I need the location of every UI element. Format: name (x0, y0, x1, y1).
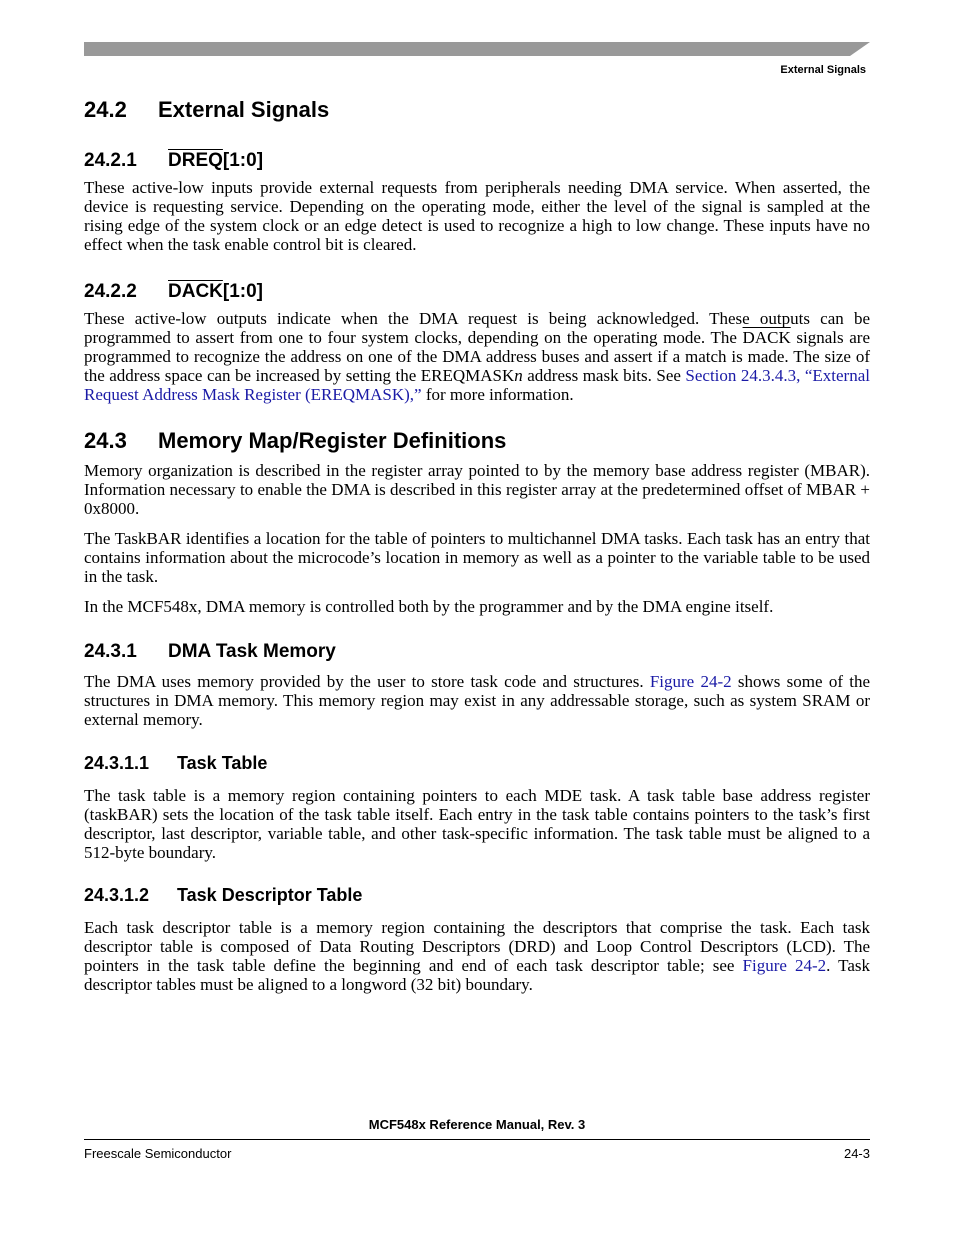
signal-range: [1:0] (222, 150, 264, 171)
text-run: . Task descriptor tables must be aligned to a longword (32 bit) boundary. (84, 956, 870, 994)
paragraph-memory-organization: Memory organization is described in the register array pointed to by the memory base address register (MBAR). Information necessary to enable the DMA is described in this register array at the predetermined offset of MBAR + 0x8000. (84, 461, 870, 518)
figure-link[interactable]: Figure 24-2 (742, 956, 827, 975)
signal-range: [1:0] (222, 281, 264, 302)
italic-n: n (514, 366, 523, 385)
footer-page-number: 24-3 (843, 1146, 870, 1161)
footer-divider (84, 1139, 870, 1140)
signal-name-overbar: DACK (168, 281, 223, 302)
paragraph-task-descriptor-table (84, 918, 870, 994)
paragraph-taskbar: The TaskBAR identifies a location for the table of pointers to multichannel DMA tasks. Each task has an entry that contains information about the microcode’s location in memory as well as a pointer to the variable table to be used in the task. (84, 529, 870, 586)
section-heading-24-2-2 (84, 280, 870, 304)
paragraph-dreq: These active-low inputs provide external requests from peripherals needing DMA service. When asserted, the device is requesting service. Depending on the operating mode, either the level of the signal is sampled at the rising edge of the system clock or an edge detect is used to recognize a high to low change. These inputs have no effect when the task enable control bit is cleared. (84, 178, 870, 254)
section-title: Task Descriptor Table (177, 885, 363, 905)
text-run: shows some of the structures in DMA memory. This memory region may exist in any addressable storage, such as system SRAM or external memory. (84, 672, 871, 729)
section-number: 24.3 (84, 428, 127, 453)
section-number: 24.2.2 (84, 281, 137, 302)
section-title: External Signals (158, 97, 330, 122)
figure-link[interactable]: Figure 24-2 (649, 672, 732, 691)
signal-name-overbar: DREQ (168, 150, 223, 171)
section-cross-reference-link[interactable]: Section 24.3.4.3, “External Request Address Mask Register (EREQMASK),” (84, 366, 870, 404)
paragraph-dma-memory: In the MCF548x, DMA memory is controlled both by the programmer and by the DMA engine itself. (84, 597, 774, 616)
text-run: signals are programmed to recognize the address on one of the DMA address buses and assert if a match is made. The size of the address space can be increased by setting the EREQMASK (84, 328, 870, 385)
text-run: Each task descriptor table is a memory region containing the descriptors that comprise the task. Each task descriptor table is composed of Data Routing Descriptors (DRD) and Loop Control Descriptors (LCD). The pointers in the task table define the beginning and end of each task descriptor table; see (84, 918, 870, 975)
section-heading-24-3 (84, 427, 870, 455)
paragraph-dma-task-memory (84, 672, 870, 729)
paragraph-dack (84, 309, 870, 404)
running-head: External Signals (780, 64, 866, 76)
text-run: address mask bits. See (522, 366, 686, 385)
section-heading-24-2-1 (84, 149, 870, 173)
footer-company: Freescale Semiconductor (84, 1146, 232, 1161)
footer-manual-title: MCF548x Reference Manual, Rev. 3 (368, 1117, 586, 1132)
section-heading-24-2 (84, 96, 870, 124)
section-heading-24-3-1 (84, 640, 870, 664)
section-title: Task Table (177, 753, 268, 773)
page-content (84, 96, 870, 994)
section-number: 24.3.1 (84, 641, 137, 662)
section-number: 24.3.1.2 (84, 885, 150, 905)
section-title: Memory Map/Register Definitions (158, 428, 507, 453)
section-number: 24.2.1 (84, 150, 137, 171)
section-heading-24-3-1-1 (84, 752, 870, 774)
paragraph-task-table: The task table is a memory region containing pointers to each MDE task. A task table base address register (taskBAR) sets the location of the task table itself. Each entry in the task table contains pointers to the task’s first descriptor, last descriptor, variable table, and other task-specific information. The task table must be aligned to a 512-byte boundary. (84, 786, 870, 862)
text-run: These active-low outputs indicate when the DMA request is being acknowledged. These outputs can be programmed to assert from one to four system clocks, depending on the operating mode. The (84, 309, 870, 347)
section-number: 24.3.1.1 (84, 753, 150, 773)
section-heading-24-3-1-2 (84, 884, 870, 906)
section-title: DMA Task Memory (168, 641, 336, 662)
section-number: 24.2 (84, 97, 127, 122)
text-run: for more information. (421, 385, 574, 404)
header-bar (84, 42, 870, 56)
signal-name-overbar: DACK (742, 328, 791, 347)
text-run: The DMA uses memory provided by the user to store task code and structures. (84, 672, 650, 691)
